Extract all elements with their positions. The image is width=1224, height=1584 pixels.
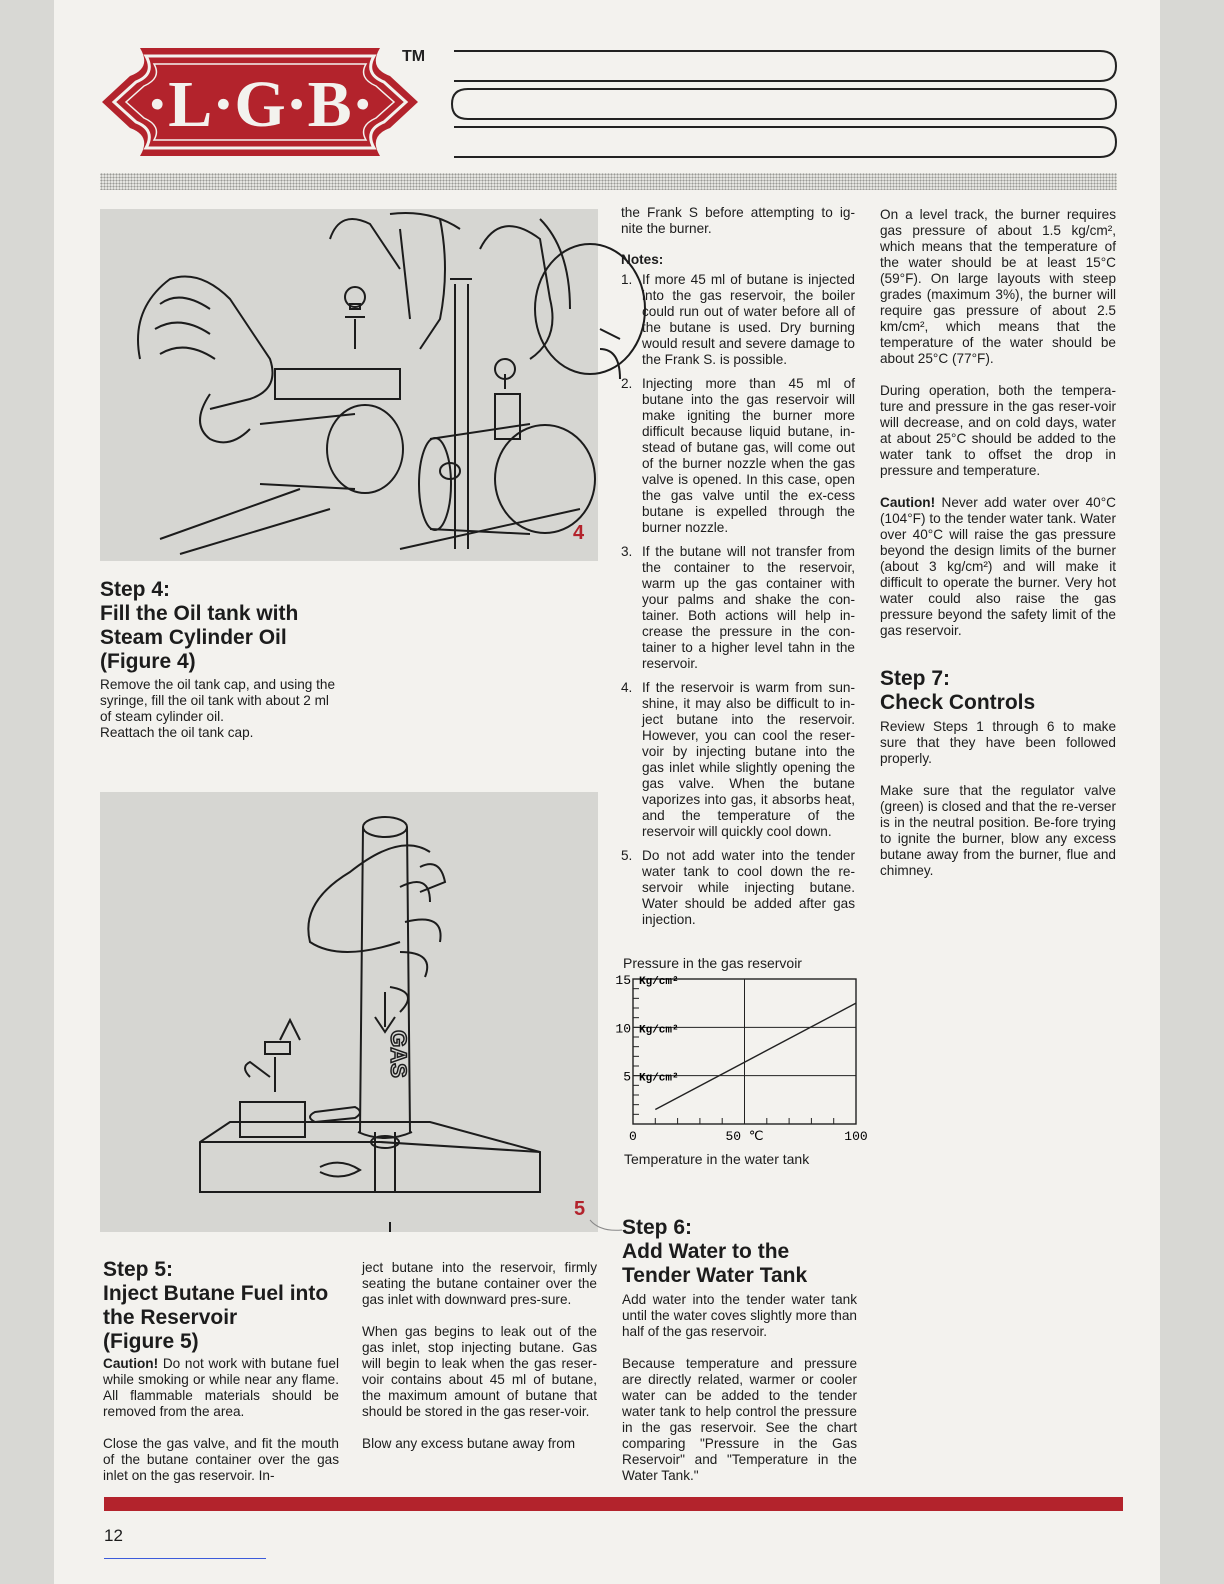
note-text: If the reservoir is warm from sun-shine, it may also be difficult to in-ject butane into the reservoir. However, you can cool the reser-voir by injecting butane into the gas inlet while slightly opening the gas valve. When the butane vaporizes into gas, it absorbs heat, and the temperature of the reservoir will quickly cool down. <box>642 680 855 839</box>
page-number: 12 <box>104 1526 123 1545</box>
caution-text: Do not work with butane fuel while smoking or while near any flame. All flammable materials should be removed from the area. <box>103 1356 339 1419</box>
caution-label: Caution! <box>103 1356 159 1371</box>
chart-title: Pressure in the gas reservoir <box>623 955 802 971</box>
step-6-heading: Step 6: Add Water to the Tender Water Tank <box>622 1216 808 1287</box>
caution-label: Caution! <box>880 495 936 510</box>
step-7-paragraph-1: Review Steps 1 through 6 to make sure that they have been followed properly. <box>880 719 1116 766</box>
chart-plot <box>615 973 868 1148</box>
note-text: If the butane will not transfer from the container to the reservoir, warm up the gas container with your palms and shake the con-tainer. Both actions will help in-crease the pressure in the con-tainer to a higher level tahn in the reservoir. <box>642 544 855 671</box>
note-item <box>621 376 855 536</box>
step-5-paragraph-2: ject butane into the reservoir, firmly seating the butane container over the gas inlet with downward pres-sure. <box>362 1260 597 1307</box>
y-tick-unit: Kg/cm² <box>639 976 679 988</box>
water-caution <box>880 495 1116 639</box>
pressure-temperature-chart <box>615 955 868 1170</box>
note-text: Do not add water into the tender water tank to cool down the re-servoir while injecting butane. Water should be added after gas injection. <box>642 848 855 927</box>
figure-5-number: 5 <box>574 1198 586 1220</box>
step-6-section <box>622 1216 857 1484</box>
x-tick-label: 100 <box>844 1129 868 1144</box>
y-tick-label: 10 <box>615 1021 631 1037</box>
x-tick-label: 0 <box>629 1129 637 1144</box>
note-item <box>621 848 855 928</box>
note-number: 5. <box>621 848 633 863</box>
caution-text: Never add water over 40°C (104°F) to the tender water tank. Water over 40°C will raise the gas pressure beyond the design limits of the burner (about 3 kg/cm²) and will make it difficult to operate the burner. Very hot water could also raise the gas pressure beyond the safety limit of the gas reservoir. <box>880 495 1116 638</box>
step-6-paragraph-1: Add water into the tender water tank until the water coves slightly more than half of the gas reservoir. <box>622 1292 857 1339</box>
note-item <box>621 680 855 840</box>
y-tick-label: 15 <box>615 973 631 988</box>
svg-text:·L·G·B·: ·L·G·B· <box>146 68 374 141</box>
footer-underline <box>104 1558 266 1559</box>
step-5-continued <box>362 1260 597 1452</box>
figure-4-illustration <box>100 209 598 561</box>
dotted-divider <box>100 173 1117 190</box>
step-5-paragraph-1: Close the gas valve, and fit the mouth of the butane container over the gas inlet on the gas reservoir. In- <box>103 1436 339 1483</box>
x-tick-label: 50 ℃ <box>725 1129 764 1144</box>
y-tick-unit: Kg/cm² <box>639 1072 679 1085</box>
note-item <box>621 272 855 368</box>
step-5-paragraph-3: When gas begins to leak out of the gas inlet, stop injecting butane. Gas will begin to leak when the gas reser-voir contains about 45 ml of butane, the maximum amount of butane that should be stored in the gas reser-voir. <box>362 1324 597 1419</box>
water-temperature-paragraph: On a level track, the burner requires gas pressure of about 1.5 kg/cm², which means that the temperature of the water should be at least 15°C (59°F). On large layouts with steep grades (maximum 3%), the burner will require gas pressure of about 2.5 km/cm², which means that the temperature of the water should be about 25°C (77°F). <box>880 207 1116 366</box>
column-4 <box>880 207 1116 879</box>
step-5-caution <box>103 1356 339 1420</box>
lgb-logo <box>100 46 420 158</box>
step-5-section <box>103 1258 339 1484</box>
y-tick-unit: Kg/cm² <box>639 1024 679 1037</box>
header-rule-bars <box>448 48 1120 160</box>
note-text: If more 45 ml of butane is injected into the gas reservoir, the boiler could run out of water before all of the butane is used. Dry burning would result and severe damage to the Frank S. is possible. <box>642 272 855 367</box>
step-5-heading: Step 5: Inject Butane Fuel into the Reservoir (Figure 5) <box>103 1258 329 1353</box>
note-text: Injecting more than 45 ml of butane into the gas reservoir will make igniting the burner more difficult because liquid butane, in-stead of butane gas, will come out of the burner nozzle when the gas valve is opened. In this case, open the gas valve until the ex-cess butane is expelled through the burner nozzle. <box>642 376 855 535</box>
step-4-body: Remove the oil tank cap, and using the syringe, fill the oil tank with about 2 ml of steam cylinder oil. Reattach the oil tank cap. <box>100 677 336 740</box>
note-item <box>621 544 855 672</box>
svg-text:GAS: GAS <box>386 1030 411 1078</box>
series-line <box>655 1003 856 1109</box>
chart-xlabel: Temperature in the water tank <box>624 1151 810 1167</box>
trademark-mark: TM <box>402 48 426 65</box>
note-number: 4. <box>621 680 633 695</box>
note-number: 3. <box>621 544 633 559</box>
notes-column <box>621 205 855 936</box>
figure-5-illustration <box>100 792 598 1232</box>
step-6-paragraph-2: Because temperature and pressure are directly related, warmer or cooler water can be added to the tender water tank to help control the pressure in the gas reservoir. See the chart comparing "Pressure in the Gas Reservoir" and "Temperature in the Water Tank." <box>622 1356 857 1483</box>
notes-title: Notes: <box>621 252 664 267</box>
operation-paragraph: During operation, both the tempera-ture and pressure in the gas reser-voir will decrease, and on cold days, water at about 25°C should be added to the water tank to offset the drop in pressure and temperature. <box>880 383 1116 478</box>
footer-red-bar <box>104 1497 1123 1511</box>
step-5-paragraph-4: Blow any excess butane away from <box>362 1436 576 1451</box>
note-number: 2. <box>621 376 633 391</box>
step-4-section <box>100 578 340 741</box>
notes-list <box>621 272 855 928</box>
y-tick-label: 5 <box>623 1069 631 1085</box>
note-number: 1. <box>621 272 633 287</box>
figure-4-number: 4 <box>573 522 585 544</box>
figure-5-leader-line <box>590 1218 624 1232</box>
step-7-heading: Step 7: Check Controls <box>880 667 1036 714</box>
step-7-paragraph-2: Make sure that the regulator valve (green) is closed and that the re-verser is in the neutral position. Be-fore trying to ignite the burner, blow any excess butane away from the burner, flue and chimney. <box>880 783 1116 878</box>
step-5-conclusion: the Frank S before attempting to ig-nite the burner. <box>621 205 855 236</box>
step-4-heading: Step 4: Fill the Oil tank with Steam Cylinder Oil (Figure 4) <box>100 578 299 673</box>
